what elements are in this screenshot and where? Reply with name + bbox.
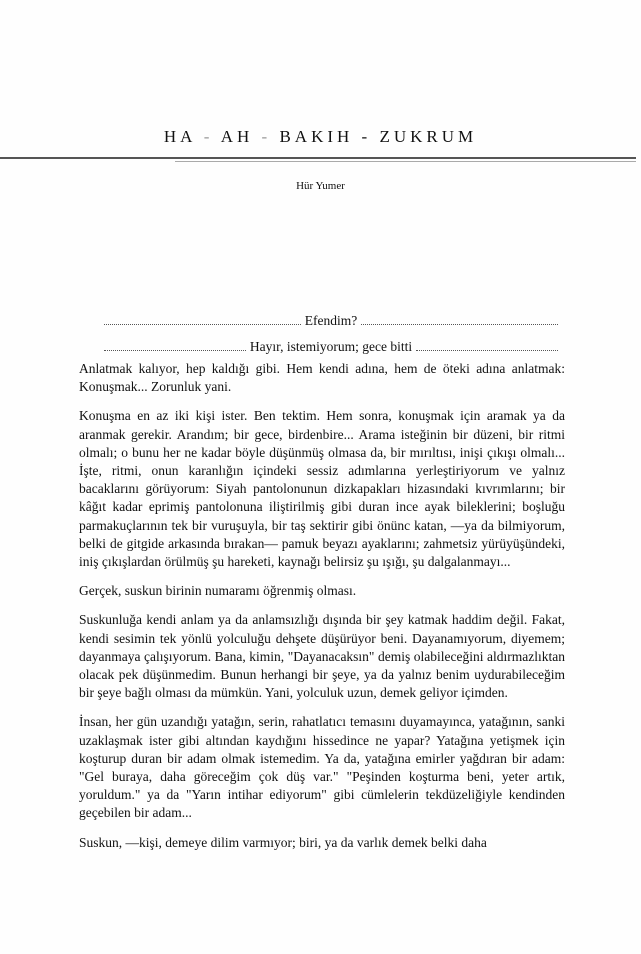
article-title <box>0 127 641 147</box>
dialog-line-1 <box>100 313 562 329</box>
dialog-text: Hayır, istemiyorum; gece bitti <box>249 339 413 354</box>
paragraph: Konuşma en az iki kişi ister. Ben tektim. Hem sonra, konuşmak için aramak ya da aranmak gerekir. Arandım; bir gece, birdenbire... Arama isteğinin bir düzeni, bir ritmi olmalı; o bunu her ne kadar böyle düşünmüş olmasa da, bir mırıltısı, inişi çıkışı olmalı... İşte, ritmi, onun karanlığın içindeki sessiz adımlarına yerleştiriyorum ve yalnız bacaklarını görüyorum: Siyah pantolonunun dizkapakları hizasındaki kıvrımlarını; bir kâğıt kadar eprimiş pantolonuna iliştirilmiş gibi duran ince ayak bileklerini; boşluğu parmakuçlarının tek bir vuruşuyla, bir taş sektirir gibi önünc katan, —ya da bilmiyorum, belki de gitgide arkasında bırakan— pamuk beyazı ayaklarını; zahmetsiz yürüyüşündeki, iniş çıkışlardan örülmüş şu hareketi, kaynağı belirsiz şu ışığı, şu dalgalanmayı... <box>79 408 565 570</box>
paragraph: Gerçek, suskun birinin numaramı öğrenmiş olması. <box>79 583 357 599</box>
dotted-leader <box>104 341 246 351</box>
header-rule-secondary <box>175 161 636 162</box>
title-part-3: BAKIH <box>279 127 354 146</box>
dialog-text: Efendim? <box>304 313 358 328</box>
dialog-line-2 <box>100 339 562 355</box>
header-rule <box>0 157 636 159</box>
author-name: Hür Yumer <box>296 180 345 192</box>
paragraph: Suskun, —kişi, demeye dilim varmıyor; biri, ya da varlık demek belki daha <box>79 834 487 850</box>
title-separator: - <box>361 127 372 146</box>
title-separator: - <box>203 127 214 146</box>
dotted-leader <box>361 315 558 325</box>
title-separator: - <box>261 127 272 146</box>
article-body <box>79 360 565 863</box>
title-part-1: HA <box>163 127 196 146</box>
paragraph: Anlatmak kalıyor, hep kaldığı gibi. Hem kendi adına, hem de öteki adına anlatmak: Konuşmak... Zorunluk yani. <box>79 361 565 395</box>
dotted-leader <box>416 341 558 351</box>
paragraph: İnsan, her gün uzandığı yatağın, serin, rahatlatıcı temasını duyamayınca, yatağının, sanki uzaklaşmak ister gibi altından kaydığını hissedince ne yapar? Yatağına yetişmek için koşturup duran bir adam olmak istemedim. Ya da, yatağına emirler yağdıran bir adam: "Gel buraya, daha göreceğim çok düş var." "Peşinden koşturma beni, yeter artık, yoruldum." ya da "Yarın intihar ediyorum" gibi cümlelerin tekdüzeliğiyle kendinden geçebilen bir adam... <box>79 714 565 821</box>
title-part-2: AH <box>220 127 254 146</box>
title-part-4: ZUKRUM <box>379 127 478 146</box>
dotted-leader <box>104 315 301 325</box>
paragraph: Suskunluğa kendi anlam ya da anlamsızlığı dışında bir şey katmak haddim değil. Fakat, kendi sesimin tek yönlü yolculuğu dehşete düşürüyor beni. Dayanamıyorum, diyemem; dayanmaya çalışıyorum. Bana, kimin, "Dayanacaksın" demiş olabileceğini aldırmazlıktan olacak pek düşünmedim. Bunun herhangi bir şeye, ya da yalnız benim uydurabileceğim bir şeye bağlı olması da mümkün. Yani, yolculuk uzun, demek geliyor içimden. <box>79 612 565 701</box>
